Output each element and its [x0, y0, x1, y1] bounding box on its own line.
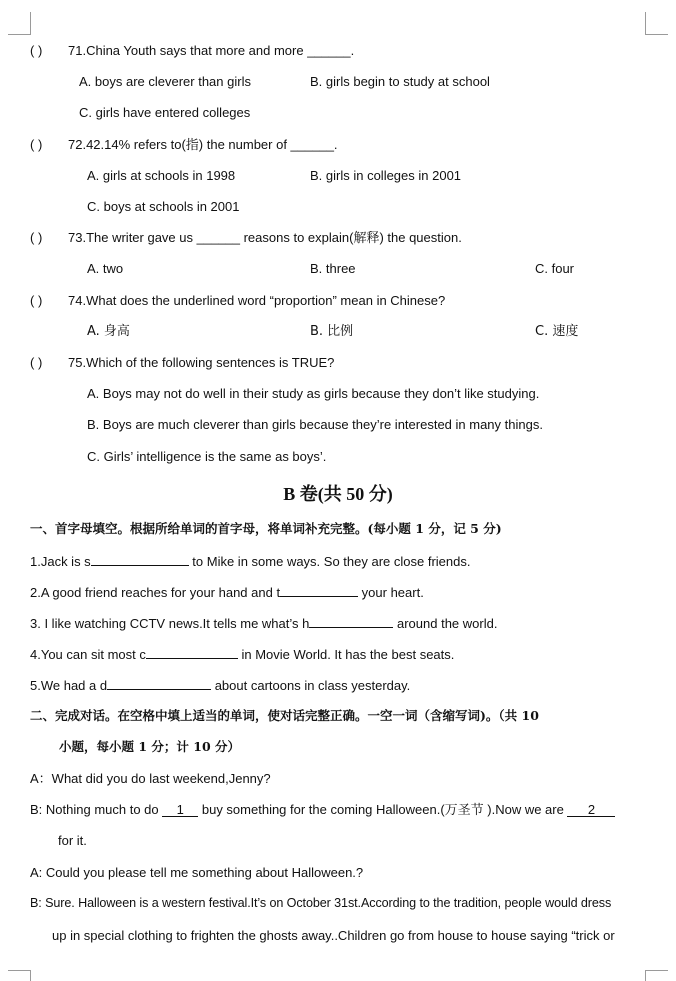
fill-item-5	[30, 676, 652, 694]
option-b: B. Boys are much cleverer than girls because they’re interested in many things.	[87, 417, 543, 432]
option-a: A. Boys may not do well in their study as girls because they don’t like studying.	[87, 386, 540, 401]
dialogue-b2-line-1: B: Sure. Halloween is a western festival.It’s on October 31st.According to the tradition, people would dress	[30, 896, 612, 910]
question-stem: 71.China Youth says that more and more ______.	[68, 43, 355, 58]
item-text: around the world.	[393, 616, 498, 631]
item-text: 4.You can sit most c	[30, 647, 146, 662]
answer-blank[interactable]	[107, 676, 211, 690]
dialogue-a2: A: Could you please tell me something about Halloween.?	[30, 865, 364, 880]
fill-item-3	[30, 614, 652, 632]
item-text: your heart.	[358, 585, 424, 600]
option-a: A. two	[87, 261, 124, 276]
answer-blank[interactable]	[309, 614, 393, 628]
answer-blank[interactable]	[280, 583, 358, 597]
section-1-heading: 一、首字母填空。根据所给单词的首字母，将单词补充完整。(每小题 1 分，记 5 分)	[30, 521, 502, 536]
answer-paren: ( )	[30, 137, 43, 152]
option-b: B. three	[310, 261, 356, 276]
question-71	[30, 42, 652, 60]
dialogue-b2-line-2: up in special clothing to frighten the ghosts away..Children go from house to house saying “trick or	[52, 928, 615, 943]
question-74	[30, 292, 652, 310]
question-73	[30, 229, 652, 247]
crop-mark-bottom-left	[8, 970, 31, 981]
item-text: 1.Jack is s	[30, 554, 91, 569]
option-a: A. girls at schools in 1998	[87, 168, 236, 183]
section-2-heading	[30, 706, 652, 757]
question-75	[30, 354, 652, 372]
answer-blank[interactable]	[91, 552, 189, 566]
answer-blank-2[interactable]: 2	[567, 803, 615, 817]
question-stem: 73.The writer gave us ______ reasons to explain(解释) the question.	[68, 230, 462, 245]
option-c: C. four	[535, 261, 575, 276]
answer-paren: ( )	[30, 293, 43, 308]
option-b: B. girls begin to study at school	[310, 74, 490, 89]
part-b-title: B 卷(共 50 分)	[283, 484, 393, 504]
answer-paren: ( )	[30, 355, 43, 370]
question-72	[30, 136, 652, 154]
item-text: in Movie World. It has the best seats.	[237, 647, 455, 662]
dialogue-text: buy something for the coming Halloween.(万圣节 ).Now we are	[198, 802, 568, 817]
option-a: A. boys are cleverer than girls	[79, 74, 251, 89]
fill-item-1	[30, 552, 652, 570]
option-b: B. 比例	[310, 324, 354, 339]
section-2-heading-line-1: 二、完成对话。在空格中填上适当的单词，使对话完整正确。一空一词（含缩写词)。（共 10	[30, 708, 539, 723]
fill-item-2	[30, 583, 652, 601]
dialogue-text: B: Nothing much to do	[30, 802, 163, 817]
item-text: to Mike in some ways. So they are close friends.	[188, 554, 471, 569]
question-stem: 72.42.14% refers to(指) the number of ______.	[68, 137, 338, 152]
question-stem: 75.Which of the following sentences is TRUE?	[68, 355, 335, 370]
option-c: C. Girls’ intelligence is the same as boys’.	[87, 449, 327, 464]
item-text: 2.A good friend reaches for your hand and t	[30, 585, 281, 600]
section-2-heading-line-2: 小题，每小题 1 分；计 10 分）	[59, 739, 241, 754]
answer-blank[interactable]	[146, 645, 238, 659]
option-c: C. boys at schools in 2001	[87, 199, 240, 214]
dialogue-b1-cont: for it.	[58, 833, 87, 848]
crop-mark-top-left	[8, 12, 31, 35]
item-text: 3. I like watching CCTV news.It tells me what’s h	[30, 616, 310, 631]
option-c: C. 速度	[535, 324, 579, 339]
question-stem: 74.What does the underlined word “proportion” mean in Chinese?	[68, 293, 446, 308]
fill-item-4	[30, 645, 652, 663]
crop-mark-top-right	[645, 12, 668, 35]
dialogue-b1	[30, 794, 640, 825]
answer-paren: ( )	[30, 230, 43, 245]
option-c: C. girls have entered colleges	[79, 105, 251, 120]
answer-paren: ( )	[30, 43, 43, 58]
item-text: about cartoons in class yesterday.	[211, 678, 411, 693]
option-b: B. girls in colleges in 2001	[310, 168, 462, 183]
dialogue-a1: A：What did you do last weekend,Jenny?	[30, 771, 271, 786]
item-text: 5.We had a d	[30, 678, 108, 693]
answer-blank-1[interactable]: 1	[162, 803, 198, 817]
option-a: A. 身高	[87, 324, 130, 339]
crop-mark-bottom-right	[645, 970, 668, 981]
